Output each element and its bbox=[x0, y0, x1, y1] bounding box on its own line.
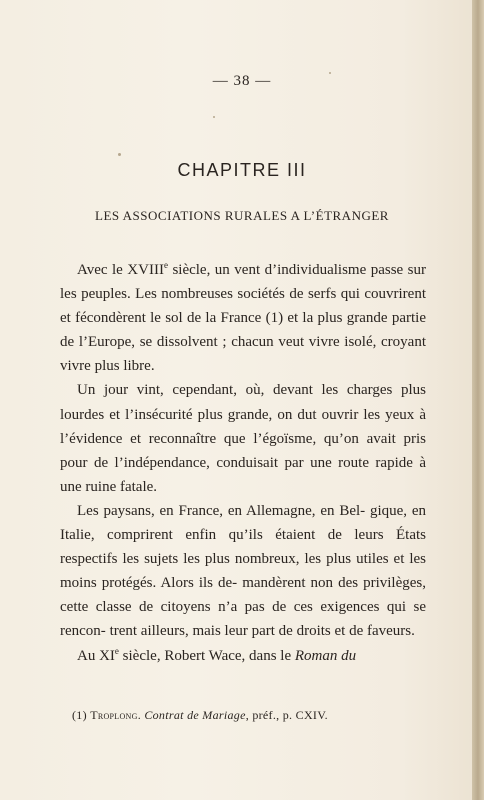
chapter-subtitle: LES ASSOCIATIONS RURALES A L’ÉTRANGER bbox=[95, 208, 389, 223]
text-line: leurs États respectifs les sujets les plus nombreux, bbox=[60, 527, 427, 568]
paragraph bbox=[60, 258, 426, 378]
footnote-separator: . bbox=[137, 708, 145, 722]
footnote-author: Troplong bbox=[90, 708, 138, 722]
text-line: citoyens n’a pas de ces exigences qui se rencon- bbox=[60, 599, 427, 640]
page-number: — 38 — bbox=[212, 73, 272, 89]
text-line: gique, en Italie, comprirent enfin qu’ils étaient de bbox=[60, 502, 426, 544]
text-line: faveurs. bbox=[366, 623, 415, 640]
text-line: trent ailleurs, mais leur part de droits et de bbox=[109, 623, 364, 640]
text-line: ouvrir les yeux à l’évidence et reconnaître que bbox=[60, 406, 427, 447]
paragraph bbox=[60, 378, 426, 498]
text-line: mandèrent non des privilèges, cette classe de bbox=[60, 575, 426, 616]
superscript: e bbox=[163, 260, 168, 270]
text-line: plus libre. bbox=[94, 358, 155, 375]
text-line: se dissolvent ; chacun veut vivre isolé, croyant vivre bbox=[60, 334, 426, 375]
footnote-marker: (1) bbox=[72, 708, 91, 722]
text-line: Avec le XVIIIe siècle, un vent d’individualisme bbox=[77, 260, 367, 278]
footnote-title: Contrat de Mariage bbox=[144, 708, 246, 722]
text-line: l’égoïsme, qu’on avait pris pour de l’indépendance, bbox=[60, 430, 427, 471]
text-line: les plus utiles et les moins protégés. Alors ils de- bbox=[60, 551, 427, 592]
text-line: plus lourdes et l’insécurité plus grande, on dut bbox=[60, 382, 427, 423]
text-line: Les paysans, en France, en Allemagne, en Bel- bbox=[77, 502, 366, 519]
footnote bbox=[72, 708, 432, 723]
paper-spot bbox=[329, 72, 331, 74]
paper-spot bbox=[213, 116, 215, 118]
text-line: serfs qui couvrirent et fécondèrent le sol de la bbox=[60, 286, 427, 327]
footnote-reference: , préf., p. CXIV. bbox=[245, 708, 328, 722]
chapter-title: CHAPITRE III bbox=[177, 160, 307, 180]
paragraph bbox=[60, 499, 426, 644]
italic-title: Roman du bbox=[294, 647, 357, 664]
paragraph bbox=[60, 644, 426, 668]
paper-spot bbox=[118, 153, 121, 156]
text-line: Un jour vint, cependant, où, devant les charges bbox=[77, 382, 393, 399]
text-line: conduisait par une route rapide à une ruine fatale. bbox=[60, 454, 427, 495]
text-line: passe sur les peuples. Les nombreuses sociétés de bbox=[60, 262, 427, 303]
superscript: e bbox=[114, 645, 119, 656]
body-text bbox=[60, 258, 426, 668]
text-line: France (1) et la plus grande partie de l’Europe, bbox=[60, 310, 426, 351]
text-line: Au XIe siècle, Robert Wace, dans le Roman du bbox=[77, 645, 357, 664]
page-edge bbox=[472, 0, 484, 800]
